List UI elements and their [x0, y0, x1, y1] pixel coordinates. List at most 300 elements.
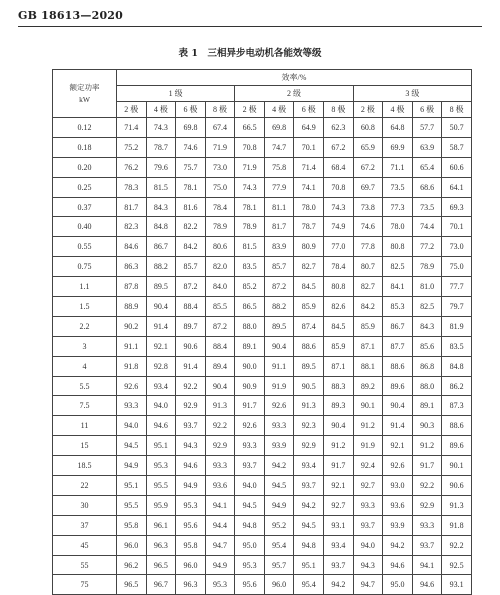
efficiency-cell: 74.6 [176, 137, 206, 157]
efficiency-cell: 93.7 [176, 416, 206, 436]
efficiency-cell: 96.1 [146, 515, 176, 535]
efficiency-cell: 95.1 [294, 555, 324, 575]
grade-header: 2 级 [235, 86, 353, 102]
efficiency-cell: 94.5 [117, 436, 147, 456]
efficiency-cell: 88.2 [146, 257, 176, 277]
efficiency-cell: 81.5 [235, 237, 265, 257]
efficiency-cell: 69.7 [353, 177, 383, 197]
efficiency-cell: 94.1 [412, 555, 442, 575]
efficiency-cell: 65.9 [353, 137, 383, 157]
efficiency-cell: 70.8 [235, 137, 265, 157]
efficiency-cell: 89.5 [294, 356, 324, 376]
efficiency-cell: 84.0 [205, 277, 235, 297]
efficiency-cell: 91.3 [442, 495, 472, 515]
pole-header: 6 极 [176, 102, 206, 118]
efficiency-cell: 64.9 [294, 118, 324, 138]
efficiency-cell: 91.8 [117, 356, 147, 376]
efficiency-cell: 74.1 [294, 177, 324, 197]
efficiency-cell: 60.8 [353, 118, 383, 138]
efficiency-cell: 91.4 [176, 356, 206, 376]
rated-power-cell: 18.5 [53, 456, 117, 476]
efficiency-cell: 87.2 [264, 277, 294, 297]
efficiency-cell: 92.4 [353, 456, 383, 476]
efficiency-cell: 94.8 [294, 535, 324, 555]
rated-power-cell: 0.40 [53, 217, 117, 237]
table-row [53, 297, 472, 317]
rated-power-cell: 1.1 [53, 277, 117, 297]
efficiency-cell: 93.9 [383, 515, 413, 535]
efficiency-cell: 91.1 [117, 336, 147, 356]
efficiency-cell: 87.2 [176, 277, 206, 297]
efficiency-cell: 93.7 [353, 515, 383, 535]
efficiency-cell: 83.5 [235, 257, 265, 277]
efficiency-cell: 94.0 [235, 476, 265, 496]
efficiency-cell: 88.2 [264, 297, 294, 317]
table-row [53, 217, 472, 237]
efficiency-cell: 85.7 [176, 257, 206, 277]
efficiency-cell: 57.7 [412, 118, 442, 138]
efficiency-cell: 81.7 [264, 217, 294, 237]
efficiency-cell: 88.4 [205, 336, 235, 356]
efficiency-cell: 84.1 [383, 277, 413, 297]
efficiency-cell: 77.8 [353, 237, 383, 257]
efficiency-cell: 92.7 [353, 476, 383, 496]
efficiency-cell: 95.1 [146, 436, 176, 456]
rated-power-cell: 22 [53, 476, 117, 496]
efficiency-cell: 94.8 [235, 515, 265, 535]
table-row [53, 336, 472, 356]
efficiency-cell: 92.7 [324, 495, 354, 515]
efficiency-cell: 77.3 [383, 197, 413, 217]
efficiency-cell: 93.1 [442, 575, 472, 595]
efficiency-cell: 80.6 [205, 237, 235, 257]
efficiency-cell: 50.7 [442, 118, 472, 138]
efficiency-cell: 64.8 [383, 118, 413, 138]
efficiency-cell: 93.1 [324, 515, 354, 535]
efficiency-cell: 66.5 [235, 118, 265, 138]
efficiency-cell: 77.9 [264, 177, 294, 197]
efficiency-cell: 91.7 [412, 456, 442, 476]
rated-power-header [53, 70, 117, 118]
table-row [53, 177, 472, 197]
efficiency-cell: 94.2 [294, 495, 324, 515]
efficiency-cell: 78.0 [294, 197, 324, 217]
efficiency-cell: 74.7 [264, 137, 294, 157]
efficiency-cell: 94.0 [117, 416, 147, 436]
efficiency-cell: 95.5 [146, 476, 176, 496]
efficiency-cell: 96.5 [117, 575, 147, 595]
efficiency-cell: 95.2 [264, 515, 294, 535]
efficiency-cell: 67.2 [324, 137, 354, 157]
efficiency-cell: 92.1 [383, 436, 413, 456]
efficiency-cell: 93.3 [353, 495, 383, 515]
efficiency-cell: 94.6 [176, 456, 206, 476]
efficiency-cell: 73.0 [442, 237, 472, 257]
table-row [53, 356, 472, 376]
efficiency-cell: 78.9 [205, 217, 235, 237]
efficiency-cell: 58.7 [442, 137, 472, 157]
efficiency-cell: 94.1 [205, 495, 235, 515]
efficiency-cell: 84.6 [117, 237, 147, 257]
efficiency-cell: 84.3 [146, 197, 176, 217]
efficiency-cell: 78.3 [117, 177, 147, 197]
efficiency-cell: 91.4 [146, 316, 176, 336]
efficiency-cell: 81.0 [412, 277, 442, 297]
efficiency-cell: 95.7 [264, 555, 294, 575]
efficiency-cell: 93.7 [294, 476, 324, 496]
efficiency-cell: 96.5 [146, 555, 176, 575]
efficiency-cell: 95.0 [235, 535, 265, 555]
efficiency-cell: 89.1 [412, 396, 442, 416]
table-row [53, 515, 472, 535]
efficiency-cell: 87.8 [117, 277, 147, 297]
efficiency-cell: 94.9 [205, 555, 235, 575]
efficiency-cell: 75.8 [264, 157, 294, 177]
efficiency-cell: 92.6 [117, 376, 147, 396]
efficiency-cell: 95.9 [146, 495, 176, 515]
efficiency-cell: 90.1 [442, 456, 472, 476]
efficiency-cell: 80.7 [353, 257, 383, 277]
efficiency-cell: 95.8 [117, 515, 147, 535]
efficiency-cell: 84.8 [146, 217, 176, 237]
efficiency-cell: 96.2 [117, 555, 147, 575]
efficiency-cell: 93.4 [324, 535, 354, 555]
efficiency-cell: 94.6 [383, 555, 413, 575]
efficiency-cell: 82.6 [324, 297, 354, 317]
rated-power-cell: 55 [53, 555, 117, 575]
rated-power-cell: 3 [53, 336, 117, 356]
table-row [53, 237, 472, 257]
efficiency-cell: 79.7 [442, 297, 472, 317]
efficiency-cell: 94.5 [294, 515, 324, 535]
efficiency-cell: 90.5 [294, 376, 324, 396]
pole-header: 4 极 [146, 102, 176, 118]
efficiency-cell: 89.5 [264, 316, 294, 336]
pole-header: 6 极 [412, 102, 442, 118]
efficiency-cell: 87.1 [324, 356, 354, 376]
efficiency-cell: 75.7 [176, 157, 206, 177]
efficiency-cell: 82.0 [205, 257, 235, 277]
efficiency-cell: 94.9 [264, 495, 294, 515]
efficiency-cell: 85.9 [294, 297, 324, 317]
efficiency-cell: 91.2 [353, 416, 383, 436]
table-row [53, 277, 472, 297]
efficiency-cell: 74.3 [235, 177, 265, 197]
efficiency-cell: 73.8 [353, 197, 383, 217]
efficiency-cell: 95.6 [235, 575, 265, 595]
efficiency-cell: 92.9 [294, 436, 324, 456]
efficiency-cell: 71.4 [117, 118, 147, 138]
rated-power-cell: 75 [53, 575, 117, 595]
efficiency-cell: 96.0 [176, 555, 206, 575]
efficiency-cell: 93.6 [205, 476, 235, 496]
efficiency-cell: 95.3 [146, 456, 176, 476]
efficiency-cell: 85.9 [324, 336, 354, 356]
efficiency-cell: 92.2 [205, 416, 235, 436]
efficiency-cell: 94.3 [353, 555, 383, 575]
efficiency-cell: 85.7 [264, 257, 294, 277]
table-row [53, 555, 472, 575]
rated-power-cell: 5.5 [53, 376, 117, 396]
efficiency-cell: 88.6 [442, 416, 472, 436]
efficiency-cell: 78.1 [176, 177, 206, 197]
efficiency-cell: 80.9 [294, 237, 324, 257]
efficiency-cell: 93.3 [412, 515, 442, 535]
efficiency-cell: 81.6 [176, 197, 206, 217]
efficiency-cell: 84.8 [442, 356, 472, 376]
pole-header: 8 极 [205, 102, 235, 118]
efficiency-cell: 78.7 [294, 217, 324, 237]
efficiency-cell: 86.7 [383, 316, 413, 336]
efficiency-cell: 94.5 [235, 495, 265, 515]
efficiency-cell: 92.3 [294, 416, 324, 436]
efficiency-cell: 94.0 [353, 535, 383, 555]
efficiency-cell: 90.4 [146, 297, 176, 317]
rated-power-cell: 30 [53, 495, 117, 515]
header-rule [18, 26, 482, 27]
rated-power-cell: 2.2 [53, 316, 117, 336]
efficiency-cell: 84.2 [176, 237, 206, 257]
efficiency-cell: 82.3 [117, 217, 147, 237]
table-row [53, 197, 472, 217]
efficiency-cell: 93.3 [264, 416, 294, 436]
efficiency-cell: 93.4 [294, 456, 324, 476]
efficiency-cell: 71.9 [205, 137, 235, 157]
efficiency-cell: 82.5 [383, 257, 413, 277]
efficiency-cell: 94.2 [383, 535, 413, 555]
efficiency-cell: 90.4 [383, 396, 413, 416]
efficiency-cell: 60.6 [442, 157, 472, 177]
efficiency-cell: 69.3 [442, 197, 472, 217]
table-caption: 表 1 三相异步电动机各能效等级 [178, 48, 322, 59]
efficiency-cell: 93.3 [117, 396, 147, 416]
efficiency-cell: 82.7 [353, 277, 383, 297]
table-row [53, 396, 472, 416]
efficiency-cell: 91.8 [442, 515, 472, 535]
table-row [53, 316, 472, 336]
efficiency-cell: 68.6 [412, 177, 442, 197]
efficiency-cell: 70.1 [442, 217, 472, 237]
table-row [53, 118, 472, 138]
efficiency-cell: 71.4 [294, 157, 324, 177]
efficiency-cell: 89.1 [235, 336, 265, 356]
efficiency-cell: 86.8 [412, 356, 442, 376]
efficiency-cell: 95.5 [117, 495, 147, 515]
efficiency-cell: 96.0 [117, 535, 147, 555]
pole-header: 8 极 [324, 102, 354, 118]
table-row [53, 476, 472, 496]
efficiency-cell: 94.4 [205, 515, 235, 535]
efficiency-cell: 73.5 [412, 197, 442, 217]
efficiency-cell: 92.8 [146, 356, 176, 376]
efficiency-cell: 93.7 [412, 535, 442, 555]
efficiency-cell: 89.3 [324, 396, 354, 416]
efficiency-cell: 85.3 [383, 297, 413, 317]
efficiency-cell: 78.4 [324, 257, 354, 277]
efficiency-cell: 92.6 [235, 416, 265, 436]
table-row [53, 257, 472, 277]
efficiency-cell: 92.2 [176, 376, 206, 396]
efficiency-cell: 91.7 [324, 456, 354, 476]
rated-power-unit: kW [79, 94, 90, 104]
rated-power-cell: 1.5 [53, 297, 117, 317]
efficiency-cell: 81.5 [146, 177, 176, 197]
table-row [53, 416, 472, 436]
efficiency-cell: 91.3 [205, 396, 235, 416]
efficiency-cell: 94.6 [146, 416, 176, 436]
efficiency-cell: 94.2 [324, 575, 354, 595]
efficiency-cell: 67.4 [205, 118, 235, 138]
rated-power-cell: 37 [53, 515, 117, 535]
efficiency-cell: 92.5 [442, 555, 472, 575]
efficiency-cell: 95.4 [264, 535, 294, 555]
table-row [53, 535, 472, 555]
rated-power-cell: 15 [53, 436, 117, 456]
efficiency-cell: 70.1 [294, 137, 324, 157]
pole-header: 4 极 [383, 102, 413, 118]
efficiency-cell: 74.6 [353, 217, 383, 237]
efficiency-cell: 90.3 [412, 416, 442, 436]
efficiency-cell: 74.3 [146, 118, 176, 138]
efficiency-cell: 89.4 [205, 356, 235, 376]
efficiency-cell: 90.6 [442, 476, 472, 496]
efficiency-cell: 93.3 [235, 436, 265, 456]
efficiency-cell: 95.3 [205, 575, 235, 595]
efficiency-cell: 96.7 [146, 575, 176, 595]
pole-header: 2 极 [235, 102, 265, 118]
efficiency-cell: 94.9 [117, 456, 147, 476]
efficiency-cell: 87.2 [205, 316, 235, 336]
efficiency-cell: 75.0 [442, 257, 472, 277]
efficiency-cell: 62.3 [324, 118, 354, 138]
efficiency-cell: 73.5 [383, 177, 413, 197]
efficiency-cell: 92.2 [412, 476, 442, 496]
efficiency-cell: 93.7 [324, 555, 354, 575]
efficiency-cell: 92.6 [383, 456, 413, 476]
efficiency-cell: 88.9 [117, 297, 147, 317]
efficiency-cell: 81.9 [442, 316, 472, 336]
efficiency-cell: 69.8 [176, 118, 206, 138]
efficiency-cell: 94.0 [146, 396, 176, 416]
efficiency-cell: 84.5 [294, 277, 324, 297]
efficiency-cell: 83.9 [264, 237, 294, 257]
efficiency-cell: 88.0 [235, 316, 265, 336]
efficiency-cell: 77.2 [412, 237, 442, 257]
efficiency-cell: 90.4 [205, 376, 235, 396]
efficiency-cell: 80.8 [383, 237, 413, 257]
efficiency-cell: 71.1 [383, 157, 413, 177]
rated-power-cell: 0.75 [53, 257, 117, 277]
efficiency-cell: 88.6 [383, 356, 413, 376]
efficiency-cell: 82.7 [294, 257, 324, 277]
efficiency-cell: 87.7 [383, 336, 413, 356]
efficiency-cell: 95.0 [383, 575, 413, 595]
pole-header: 8 极 [442, 102, 472, 118]
efficiency-cell: 90.0 [235, 356, 265, 376]
table-row [53, 137, 472, 157]
efficiency-cell: 92.6 [264, 396, 294, 416]
table-row [53, 376, 472, 396]
efficiency-cell: 78.1 [235, 197, 265, 217]
efficiency-cell: 82.2 [176, 217, 206, 237]
efficiency-cell: 78.9 [235, 217, 265, 237]
efficiency-cell: 94.6 [412, 575, 442, 595]
efficiency-cell: 84.5 [324, 316, 354, 336]
pole-header: 4 极 [264, 102, 294, 118]
efficiency-cell: 77.7 [442, 277, 472, 297]
rated-power-cell: 4 [53, 356, 117, 376]
efficiency-cell: 89.7 [176, 316, 206, 336]
efficiency-cell: 95.4 [294, 575, 324, 595]
efficiency-cell: 77.0 [324, 237, 354, 257]
efficiency-cell: 92.2 [442, 535, 472, 555]
efficiency-cell: 91.1 [264, 356, 294, 376]
efficiency-cell: 89.2 [353, 376, 383, 396]
table-row [53, 495, 472, 515]
efficiency-cell: 69.9 [383, 137, 413, 157]
rated-power-cell: 0.37 [53, 197, 117, 217]
efficiency-cell: 90.6 [176, 336, 206, 356]
efficiency-cell: 91.4 [383, 416, 413, 436]
efficiency-cell: 75.2 [117, 137, 147, 157]
rated-power-cell: 0.25 [53, 177, 117, 197]
efficiency-cell: 92.9 [176, 396, 206, 416]
efficiency-table [52, 69, 472, 595]
rated-power-cell: 11 [53, 416, 117, 436]
efficiency-cell: 88.1 [353, 356, 383, 376]
efficiency-cell: 88.3 [324, 376, 354, 396]
efficiency-cell: 90.4 [264, 336, 294, 356]
efficiency-cell: 76.2 [117, 157, 147, 177]
efficiency-cell: 87.4 [294, 316, 324, 336]
efficiency-cell: 71.9 [235, 157, 265, 177]
efficiency-cell: 94.7 [205, 535, 235, 555]
efficiency-cell: 91.2 [324, 436, 354, 456]
efficiency-cell: 92.1 [324, 476, 354, 496]
efficiency-cell: 88.0 [412, 376, 442, 396]
efficiency-cell: 88.4 [176, 297, 206, 317]
efficiency-cell: 95.8 [176, 535, 206, 555]
table-row [53, 436, 472, 456]
efficiency-cell: 73.0 [205, 157, 235, 177]
efficiency-cell: 86.2 [442, 376, 472, 396]
efficiency-cell: 87.3 [442, 396, 472, 416]
efficiency-cell: 83.5 [442, 336, 472, 356]
efficiency-cell: 70.8 [324, 177, 354, 197]
efficiency-cell: 93.6 [383, 495, 413, 515]
efficiency-cell: 91.7 [235, 396, 265, 416]
efficiency-cell: 93.0 [383, 476, 413, 496]
efficiency-cell: 87.1 [353, 336, 383, 356]
efficiency-cell: 82.5 [412, 297, 442, 317]
efficiency-cell: 96.3 [176, 575, 206, 595]
efficiency-cell: 86.3 [117, 257, 147, 277]
efficiency-cell: 85.2 [235, 277, 265, 297]
efficiency-cell: 68.4 [324, 157, 354, 177]
efficiency-cell: 78.7 [146, 137, 176, 157]
efficiency-cell: 85.9 [353, 316, 383, 336]
efficiency-cell: 94.5 [264, 476, 294, 496]
efficiency-cell: 88.6 [294, 336, 324, 356]
table-row [53, 575, 472, 595]
efficiency-cell: 90.2 [117, 316, 147, 336]
efficiency-cell: 91.2 [412, 436, 442, 456]
efficiency-cell: 78.4 [205, 197, 235, 217]
pole-header: 6 极 [294, 102, 324, 118]
efficiency-cell: 95.3 [176, 495, 206, 515]
rated-power-cell: 7.5 [53, 396, 117, 416]
efficiency-cell: 91.9 [353, 436, 383, 456]
